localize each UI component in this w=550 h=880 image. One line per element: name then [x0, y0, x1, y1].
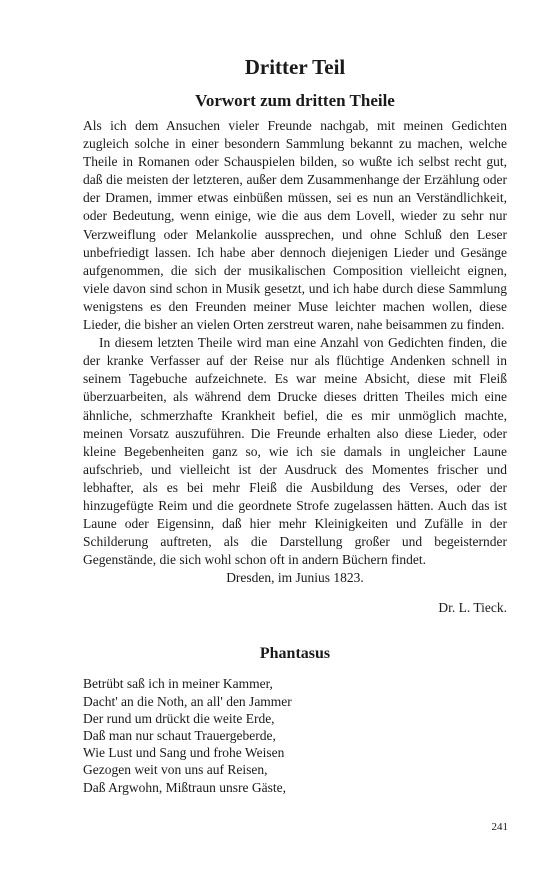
signature: Dr. L. Tieck.: [438, 600, 507, 616]
page-body: [83, 52, 507, 796]
poem-line: Gezogen weit von uns auf Reisen,: [83, 762, 268, 778]
dateline: Dresden, im Junius 1823.: [226, 570, 364, 586]
poem-line: Dacht' an die Noth, an all' den Jammer: [83, 693, 292, 709]
poem-title: Phantasus: [259, 645, 331, 663]
poem-line: Der rund um drückt die weite Erde,: [83, 710, 275, 726]
poem-line: Betrübt saß ich in meiner Kammer,: [83, 676, 273, 692]
poem-line: Wie Lust und Sang und frohe Weisen: [83, 745, 285, 761]
poem-line: Daß man nur schaut Trauergeberde,: [83, 727, 276, 743]
section-title: Vorwort zum dritten Theile: [195, 91, 395, 110]
paragraph: Als ich dem Ansuchen vieler Freunde nachgab, mit meinen Gedichten zugleich solche in einer besondern Sammlung bekannt zu machen, welche Theile in Romanen oder Schauspielen bilden, so wußte ich selbst recht gut, daß die meisten der letzteren, außer dem Zusammenhange der Erzählung oder der Dramen, immer etwas einbüßen müssen, sei es nun an Verständlichkeit, oder Bedeutung, wenn einige, wie die aus dem Lovell, wieder zu sehr nur Verzweiflung oder Melankolie aussprechen, und ohne Schluß den Leser unbefriedigt lassen. Ich habe aber dennoch diejenigen Lieder und Gesänge aufgenommen, die sich der musikalischen Composition vielleicht eignen, viele davon sind schon in Musik gesetzt, und ich habe durch diese Sammlung wenigstens es den Freunden meiner Muse leichter machen wollen, diese Lieder, die bisher an vielen Orten zerstreut waren, nahe beisammen zu finden.: [83, 118, 507, 333]
preface-text: [83, 117, 507, 569]
page-number: 241: [491, 821, 508, 833]
poem: [83, 675, 507, 795]
paragraph: In diesem letzten Theile wird man eine Anzahl von Gedichten finden, die der kranke Verfasser auf der Reise nur als flüchtige Andenken schnell in seinem Tagebuche aufzeichnete. Es war meine Absicht, diese mit Fleiß überzuarbeiten, als während dem Drucke dieses dritten Theiles mich eine ähnliche, schmerzhafte Krankheit befiel, die es mir unmöglich machte, meinen Vorsatz auszuführen. Die Freunde erhalten also diese Lieder, oder kleine Begebenheiten ganz so, wie ich sie damals in ungleicher Laune aufschrieb, und vielleicht ist der Ausdruck des Momentes frischer und lebhafter, als es bei mehr Fleiß die Ausbildung des Verses, oder der hinzugefügte Reim und die geordnete Strofe zugelassen hätten. Auch das ist Laune oder Eigensinn, daß hier mehr Kleinigkeiten und Zufälle in der Schilderung auftreten, als die Darstellung großer und begeisternder Gegenstände, die sich wohl schon oft in andern Büchern findet.: [83, 335, 507, 568]
part-title: Dritter Teil: [244, 55, 346, 79]
poem-line: Daß Argwohn, Mißtraun unsre Gäste,: [83, 779, 286, 795]
